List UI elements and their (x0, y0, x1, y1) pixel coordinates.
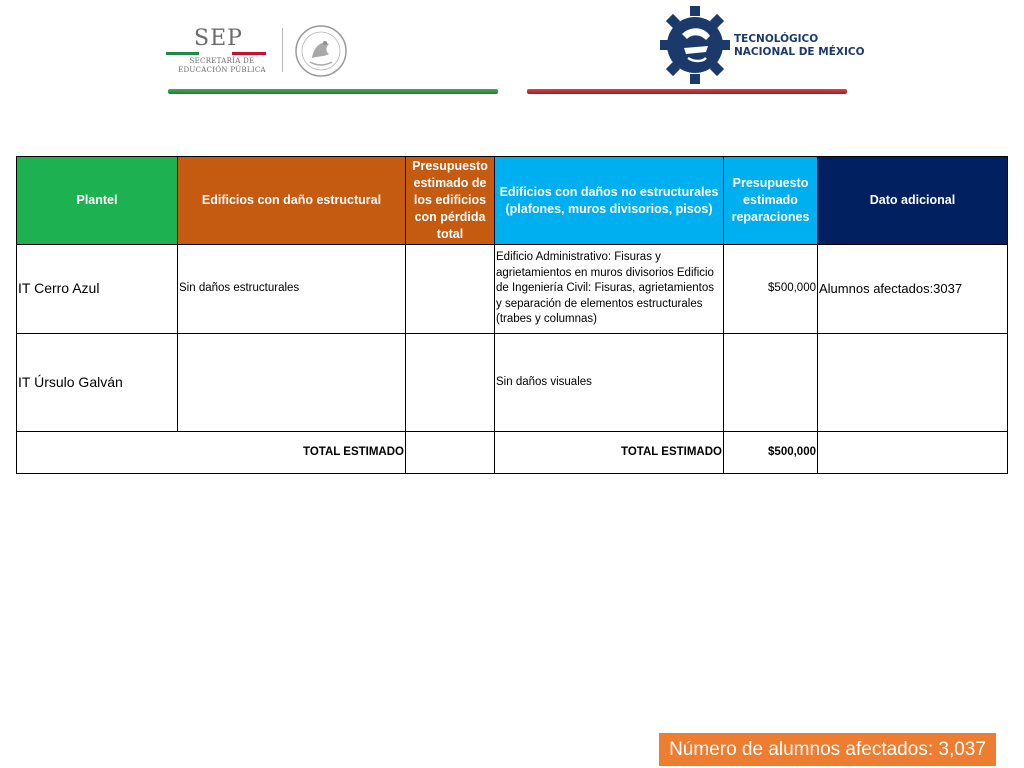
tecnm-line1: TECNOLÓGICO (734, 33, 819, 45)
tecnm-gear-logo-icon (660, 6, 730, 84)
cell-no-estructural: Edificio Administrativo: Fisuras y agrietamientos en muros divisorios Edificio de Ingeniería Civil: Fisuras, agrietamientos y separación de elementos estructurales (trabes y columnas) (495, 245, 724, 334)
sep-subtitle (172, 57, 272, 75)
cell-presupuesto-reparaciones: $500,000 (724, 245, 818, 334)
column-header-presupuesto-perdida: Presupuesto estimado de los edificios con pérdida total (406, 157, 495, 245)
column-header-dato-adicional: Dato adicional (818, 157, 1008, 245)
table-total-row (17, 432, 1008, 474)
tecnm-logo-text (734, 33, 865, 59)
total-value-left (406, 432, 495, 474)
sep-tricolor-stripe (166, 52, 266, 55)
cell-plantel: IT Úrsulo Galván (17, 334, 178, 432)
cell-dato-adicional: Alumnos afectados:3037 (818, 245, 1008, 334)
affected-students-note: Número de alumnos afectados: 3,037 (659, 733, 996, 766)
column-header-plantel: Plantel (17, 157, 178, 245)
total-label-left: TOTAL ESTIMADO (17, 432, 406, 474)
green-divider-line (168, 89, 498, 94)
table-row (17, 334, 1008, 432)
cell-dato-adicional (818, 334, 1008, 432)
column-header-presupuesto-reparaciones: Presupuesto estimado reparaciones (724, 157, 818, 245)
cell-presupuesto-perdida (406, 334, 495, 432)
coat-of-arms-seal-icon (292, 24, 350, 78)
total-value-right: $500,000 (724, 432, 818, 474)
cell-plantel: IT Cerro Azul (17, 245, 178, 334)
total-extra (818, 432, 1008, 474)
cell-estructural (178, 334, 406, 432)
red-divider-line (527, 89, 847, 94)
table-header-row (17, 157, 1008, 245)
table-row (17, 245, 1008, 334)
cell-presupuesto-perdida (406, 245, 495, 334)
cell-estructural: Sin daños estructurales (178, 245, 406, 334)
sep-subtitle-line1: SECRETARÍA DE (189, 57, 255, 65)
total-label-right: TOTAL ESTIMADO (495, 432, 724, 474)
tecnm-line2: NACIONAL DE MÉXICO (734, 46, 865, 58)
column-header-estructural: Edificios con daño estructural (178, 157, 406, 245)
sep-logo (164, 24, 364, 80)
cell-no-estructural: Sin daños visuales (495, 334, 724, 432)
sep-divider (282, 28, 283, 72)
damage-report-table (16, 156, 1008, 474)
sep-logo-text: SEP (194, 26, 243, 51)
column-header-no-estructural: Edificios con daños no estructurales (plafones, muros divisorios, pisos) (495, 157, 724, 245)
cell-presupuesto-reparaciones (724, 334, 818, 432)
sep-subtitle-line2: EDUCACIÓN PÚBLICA (178, 66, 266, 74)
